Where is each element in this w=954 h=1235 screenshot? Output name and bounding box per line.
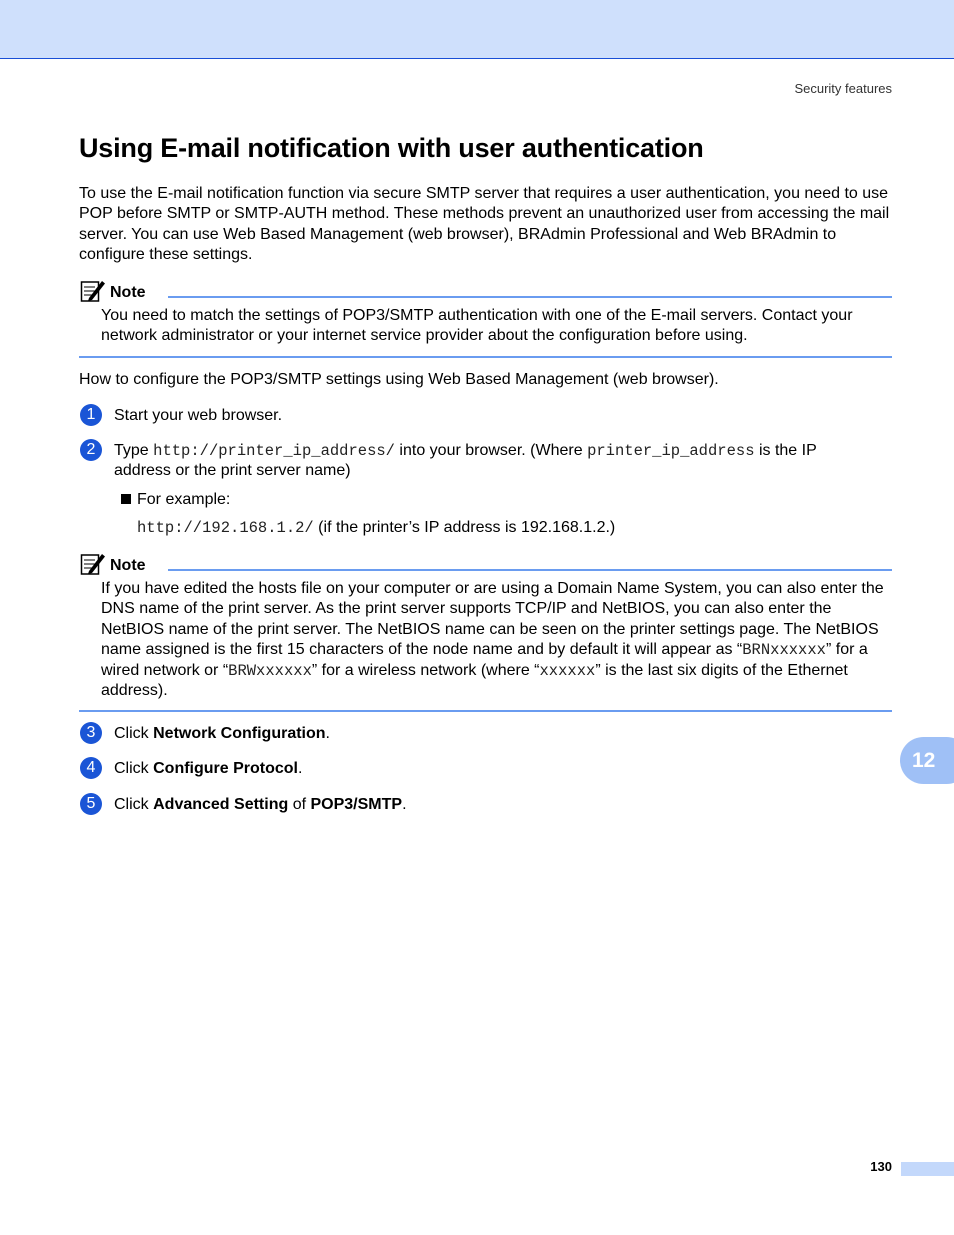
step-number: 1 [80,404,102,426]
note-text-a: If you have edited the hosts file on your computer or are using a Domain Name System, you can also enter the DNS name of the print server. As the print server supports TCP/IP and NetBIOS, you can also enter the NetBIOS name of the print server. The NetBIOS name can be seen on the printer settings page. The NetBIOS name assigned is the first 15 characters of the node name and by default it will appear as “ [101,580,884,659]
note-header [80,552,892,578]
note-text: You need to match the settings of POP3/SMTP authentication with one of the E-mail servers. Contact your network administrator or your internet service provider about the configuration before using. [101,307,853,345]
note-divider [168,296,892,298]
step-suffix: . [298,760,303,777]
step-text [114,724,330,744]
step-suffix: . [325,725,330,742]
menu-configure-protocol: Configure Protocol [153,760,298,777]
note-divider [168,569,892,571]
note-text-b: ” for a wired network or “ [101,641,868,679]
page-number: 130 [870,1159,892,1174]
note-title: Note [110,557,146,574]
example-code: http://192.168.1.2/ [137,519,314,537]
step-number: 2 [80,439,102,461]
howto-paragraph: How to configure the POP3/SMTP settings using Web Based Management (web browser). [79,371,719,388]
note-end-rule [79,356,892,358]
intro-paragraph: To use the E-mail notification function via secure SMTP server that requires a user authentication, you need to use POP before SMTP or SMTP-AUTH method. These methods prevent an unauthorized user from accessing the mail server. You can use Web Based Management (web browser), BRAdmin Professional and Web BRAdmin to configure these settings. [79,185,890,264]
note-text [101,579,893,701]
page-title: Using E-mail notification with user authentication [79,133,704,163]
ip-code: printer_ip_address [587,442,755,460]
square-bullet-icon [121,494,131,504]
example-line [137,518,615,538]
step-line2: address or the print server name) [114,462,351,480]
note-pencil-icon [80,552,106,576]
example-label: For example: [137,491,231,508]
menu-advanced-setting: Advanced Setting [153,796,289,813]
step-text [114,795,407,815]
step-prefix: Click [114,796,154,813]
step-type-word: Type [114,442,154,459]
note-text-d: ” is the last six digits of the Ethernet address). [101,661,848,700]
note-text-c: ” for a wireless network (where “ [311,661,540,679]
brn-code: BRNxxxxxx [742,641,826,660]
step-text [114,759,302,779]
top-banner [0,0,954,59]
url-code: http://printer_ip_address/ [153,442,395,460]
brw-code: BRWxxxxxx [228,661,312,680]
note-pencil-icon [80,279,106,303]
step-mid: of [288,796,311,813]
step-number: 4 [80,757,102,779]
note-end-rule [79,710,892,712]
note-title: Note [110,284,146,301]
chapter-tab: 12 [900,737,954,784]
step-text: Start your web browser. [114,407,283,424]
menu-pop3-smtp: POP3/SMTP [310,796,403,813]
step-mid-text: into your browser. (Where [394,442,588,459]
example-note: (if the printer’s IP address is 192.168.1.2.) [313,519,616,536]
step-line-end: is the IP [754,442,817,459]
step-prefix: Click [114,725,154,742]
x-code: xxxxxx [539,661,596,680]
note-header [80,279,892,305]
menu-network-configuration: Network Configuration [153,725,326,742]
page-number-bar [901,1162,954,1176]
step-prefix: Click [114,760,154,777]
section-header: Security features [794,81,892,96]
step-suffix: . [402,796,407,813]
step-number: 5 [80,793,102,815]
step-number: 3 [80,722,102,744]
step-text [114,441,894,482]
